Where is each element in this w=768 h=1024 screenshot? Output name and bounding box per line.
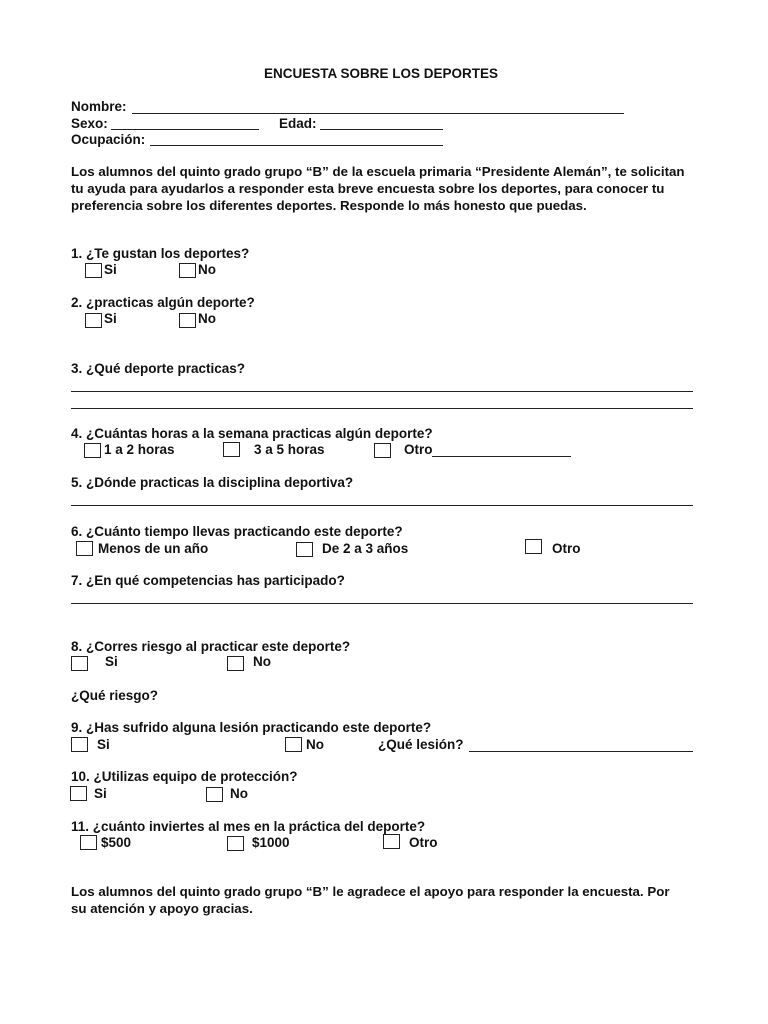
question-3: 3. ¿Qué deporte practicas? <box>71 361 246 376</box>
sexo-field[interactable] <box>111 129 259 130</box>
q7-answer-line[interactable] <box>71 603 693 604</box>
q9-no-checkbox[interactable] <box>285 737 302 752</box>
q9-no-label: No <box>306 737 324 752</box>
intro-line-3: preferencia sobre los diferentes deportes. Responde lo más honesto que puedas. <box>71 198 587 213</box>
q6-option3-checkbox[interactable] <box>525 539 542 554</box>
q8-si-checkbox[interactable] <box>71 656 88 671</box>
closing-line-2: su atención y apoyo gracias. <box>71 901 253 916</box>
sexo-label: Sexo: <box>71 116 108 131</box>
question-6: 6. ¿Cuánto tiempo llevas practicando este deporte? <box>71 524 403 539</box>
question-9: 9. ¿Has sufrido alguna lesión practicando este deporte? <box>71 720 432 735</box>
q1-si-label: Si <box>104 262 117 277</box>
q9-followup: ¿Qué lesión? <box>378 737 464 752</box>
question-11: 11. ¿cuánto inviertes al mes en la práctica del deporte? <box>71 819 426 834</box>
q9-si-label: Si <box>97 737 110 752</box>
q3-answer-line-1[interactable] <box>71 391 693 392</box>
question-4: 4. ¿Cuántas horas a la semana practicas algún deporte? <box>71 426 433 441</box>
ocupacion-field[interactable] <box>150 145 443 146</box>
page-title: ENCUESTA SOBRE LOS DEPORTES <box>264 66 499 81</box>
ocupacion-label: Ocupación: <box>71 132 146 147</box>
q11-option3-checkbox[interactable] <box>383 834 400 849</box>
q2-si-checkbox[interactable] <box>85 313 102 328</box>
q8-no-checkbox[interactable] <box>227 656 244 671</box>
q8-no-label: No <box>253 654 271 669</box>
q4-option1-checkbox[interactable] <box>84 443 101 458</box>
q6-option1-checkbox[interactable] <box>76 541 93 556</box>
q11-option2-checkbox[interactable] <box>227 836 244 851</box>
intro-line-1: Los alumnos del quinto grado grupo “B” de la escuela primaria “Presidente Alemán”, te solicitan <box>71 164 685 179</box>
question-8: 8. ¿Corres riesgo al practicar este deporte? <box>71 639 351 654</box>
q2-si-label: Si <box>104 311 117 326</box>
q11-option1-checkbox[interactable] <box>80 835 97 850</box>
q3-answer-line-2[interactable] <box>71 408 693 409</box>
q9-si-checkbox[interactable] <box>71 737 88 752</box>
question-10: 10. ¿Utilizas equipo de protección? <box>71 769 298 784</box>
q1-no-checkbox[interactable] <box>179 263 196 278</box>
q6-option2-label: De 2 a 3 años <box>322 541 409 556</box>
q6-option1-label: Menos de un año <box>98 541 209 556</box>
q10-si-label: Si <box>94 786 107 801</box>
closing-line-1: Los alumnos del quinto grado grupo “B” le agradece el apoyo para responder la encuesta. Por <box>71 884 670 899</box>
q2-no-label: No <box>198 311 216 326</box>
q11-option3-label: Otro <box>409 835 438 850</box>
intro-line-2: tu ayuda para ayudarlos a responder esta breve encuesta sobre los deportes, para conocer tu <box>71 181 665 196</box>
q9-lesion-field[interactable] <box>469 751 693 752</box>
q10-no-checkbox[interactable] <box>206 787 223 802</box>
q6-option2-checkbox[interactable] <box>296 542 313 557</box>
q8-si-label: Si <box>105 654 118 669</box>
question-2: 2. ¿practicas algún deporte? <box>71 295 255 310</box>
q1-no-label: No <box>198 262 216 277</box>
q4-option1-label: 1 a 2 horas <box>104 442 175 457</box>
edad-label: Edad: <box>279 116 317 131</box>
nombre-field[interactable] <box>132 113 624 114</box>
q4-option2-label: 3 a 5 horas <box>254 442 325 457</box>
q11-option2-label: $1000 <box>252 835 290 850</box>
q10-no-label: No <box>230 786 248 801</box>
q4-option3-checkbox[interactable] <box>374 443 391 458</box>
q8-followup: ¿Qué riesgo? <box>71 688 159 703</box>
q1-si-checkbox[interactable] <box>85 263 102 278</box>
q4-option3-label: Otro <box>404 442 433 457</box>
q2-no-checkbox[interactable] <box>179 313 196 328</box>
nombre-label: Nombre: <box>71 99 127 114</box>
edad-field[interactable] <box>320 129 443 130</box>
q4-option2-checkbox[interactable] <box>223 442 240 457</box>
question-5: 5. ¿Dónde practicas la disciplina deportiva? <box>71 475 354 490</box>
q5-answer-line[interactable] <box>71 505 693 506</box>
q10-si-checkbox[interactable] <box>70 786 87 801</box>
q6-option3-label: Otro <box>552 541 581 556</box>
question-1: 1. ¿Te gustan los deportes? <box>71 246 250 261</box>
q11-option1-label: $500 <box>101 835 132 850</box>
question-7: 7. ¿En qué competencias has participado? <box>71 573 345 588</box>
q4-otro-field[interactable] <box>432 456 571 457</box>
